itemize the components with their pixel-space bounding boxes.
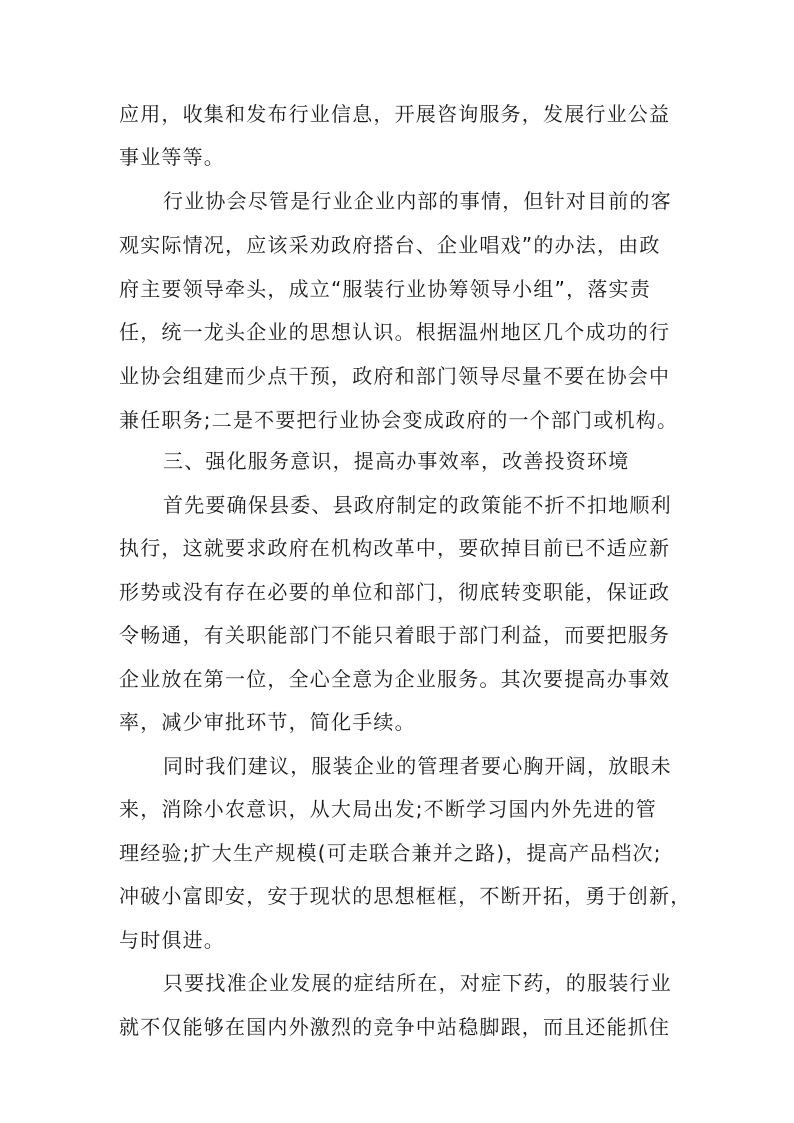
- text-line: 应用，收集和发布行业信息，开展咨询服务，发展行业公益: [119, 102, 671, 126]
- text-line: 与时俱进。: [119, 928, 225, 952]
- paragraph-first-line: 同时我们建议，服装企业的管理者要心胸开阔，放眼未: [163, 754, 672, 778]
- text-line: 率，减少审批环节，简化手续。: [119, 710, 416, 734]
- text-line: 兼任职务;二是不要把行业协会变成政府的一个部门或机构。: [119, 408, 679, 432]
- paragraph-first-line: 首先要确保县委、县政府制定的政策能不折不扣地顺利: [163, 493, 672, 517]
- text-line: 任，统一龙头企业的思想认识。根据温州地区几个成功的行: [119, 320, 671, 344]
- section-heading: 三、强化服务意识，提高办事效率，改善投资环境: [163, 449, 630, 473]
- text-line: 事业等等。: [119, 145, 225, 169]
- text-line: 理经验;扩大生产规模(可走联合兼并之路)，提高产品档次;: [119, 841, 662, 865]
- text-line: 来，消除小农意识，从大局出发;不断学习国内外先进的管: [119, 797, 657, 821]
- text-line: 令畅通，有关职能部门不能只着眼于部门利益，而要把服务: [119, 623, 671, 647]
- text-line: 观实际情况，应该采劝政府搭台、企业唱戏”的办法，由政: [119, 233, 661, 257]
- paragraph-first-line: 只要找准企业发展的症结所在，对症下药，的服装行业: [163, 971, 672, 995]
- text-line: 执行，这就要求政府在机构改革中，要砍掉目前已不适应新: [119, 536, 671, 560]
- text-line: 业协会组建而少点干预，政府和部门领导尽量不要在协会中: [119, 364, 671, 388]
- paragraph-first-line: 行业协会尽管是行业企业内部的事情，但针对目前的客: [163, 189, 672, 213]
- text-line: 就不仅能够在国内外激烈的竞争中站稳脚跟，而且还能抓住: [119, 1015, 671, 1039]
- text-line: 府主要领导牵头，成立“服装行业协筹领导小组”，落实责: [119, 277, 651, 301]
- text-line: 企业放在第一位，全心全意为企业服务。其次要提高办事效: [119, 667, 671, 691]
- text-line: 形势或没有存在必要的单位和部门，彻底转变职能，保证政: [119, 580, 671, 604]
- text-line: 冲破小富即安，安于现状的思想框框，不断开拓，勇于创新，: [119, 884, 692, 908]
